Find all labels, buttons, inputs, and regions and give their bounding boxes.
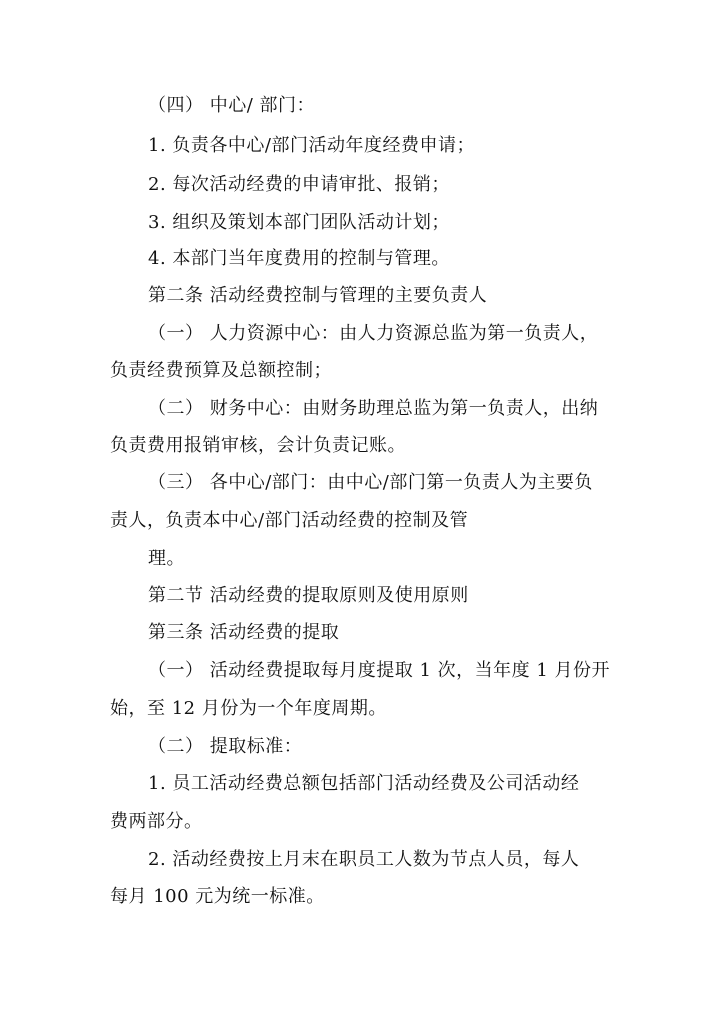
paragraph-line: 负责费用报销审核，会计负责记账。 bbox=[110, 435, 406, 456]
article-2-heading: 第二条 活动经费控制与管理的主要负责人 bbox=[148, 285, 488, 306]
list-item-1: 1. 负责各中心/部门活动年度经费申请； bbox=[148, 135, 475, 156]
paragraph-line: 费两部分。 bbox=[110, 811, 203, 832]
list-item-2: 2. 活动经费按上月末在职员工人数为节点人员，每人 bbox=[148, 849, 580, 870]
list-item-1: 1. 员工活动经费总额包括部门活动经费及公司活动经 bbox=[148, 773, 580, 794]
article-3-heading: 第三条 活动经费的提取 bbox=[148, 622, 340, 643]
list-item-4: 4. 本部门当年度费用的控制与管理。 bbox=[148, 248, 450, 269]
paragraph-line: （一） 人力资源中心：由人力资源总监为第一负责人， bbox=[148, 323, 599, 344]
paragraph-line: （二） 财务中心：由财务助理总监为第一负责人，出纳 bbox=[148, 398, 599, 419]
section-heading-4: （四） 中心/ 部门： bbox=[148, 95, 316, 116]
paragraph-line: （一） 活动经费提取每月度提取 1 次，当年度 1 月份开 bbox=[148, 660, 611, 681]
sub-heading: （二） 提取标准： bbox=[148, 736, 303, 757]
paragraph-line: 始，至 12 月份为一个年度周期。 bbox=[110, 698, 387, 719]
paragraph-line: （三） 各中心/部门：由中心/部门第一负责人为主要负 bbox=[148, 472, 593, 493]
paragraph-line: 责人，负责本中心/部门活动经费的控制及管 bbox=[110, 510, 469, 531]
paragraph-line: 理。 bbox=[148, 548, 185, 569]
paragraph-line: 每月 100 元为统一标准。 bbox=[110, 886, 325, 907]
list-item-2: 2. 每次活动经费的申请审批、报销； bbox=[148, 174, 450, 195]
paragraph-line: 负责经费预算及总额控制； bbox=[110, 360, 332, 381]
list-item-3: 3. 组织及策划本部门团队活动计划； bbox=[148, 212, 450, 233]
section-2-heading: 第二节 活动经费的提取原则及使用原则 bbox=[148, 585, 469, 606]
